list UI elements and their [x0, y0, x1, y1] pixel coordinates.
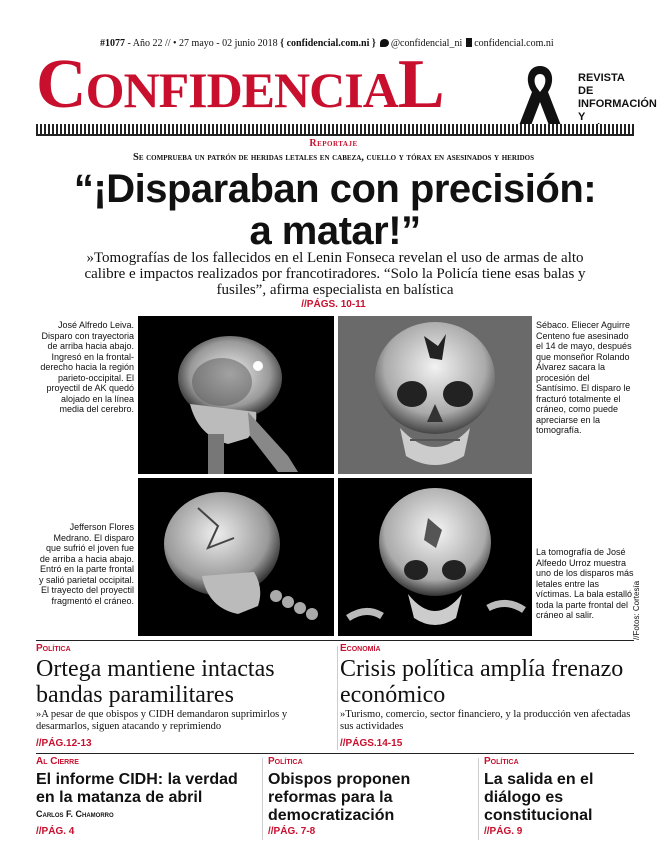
- facebook-icon: [466, 38, 472, 47]
- section-rule: [36, 753, 634, 754]
- masthead-tagline: REVISTA DE INFORMACIÓN Y: [578, 72, 657, 123]
- issue-date: - Año 22 // • 27 mayo - 02 junio 2018: [125, 38, 281, 49]
- story-right-summary: »Turismo, comercio, sector financiero, y la producción ven afectadas sus actividades: [340, 709, 631, 732]
- site-brand: { confidencial.com.ni }: [280, 38, 376, 49]
- issue-meta-bar: [100, 38, 570, 49]
- skull-fractured-icon: [338, 478, 532, 636]
- twitter-handle[interactable]: @confidencial_ni: [390, 38, 463, 49]
- story-bottom-3-headline[interactable]: La salida en el diálogo es constitucional: [484, 771, 594, 824]
- photo-caption-4: La tomografía de José Alfeedo Urroz muestra uno de los disparos más letales entre las víctimas. La bala estalló toda la parte frontal del cráneo al salir.: [536, 547, 634, 620]
- logo-first-letter: C: [36, 46, 86, 123]
- column-divider: [478, 758, 479, 840]
- photo-caption-1: José Alfredo Leiva. Disparo con trayectoria de arriba hacia abajo. Ingresó en la frontal-derecho hacia la región parieto-occipital. El proyectil de AK quedó alojado en la línea media del cerebro.: [40, 320, 134, 414]
- ct-scan-photo-3[interactable]: [138, 478, 334, 636]
- ct-scan-photo-2[interactable]: [338, 316, 532, 474]
- column-divider: [337, 646, 338, 750]
- lead-headline[interactable]: “¡Disparaban con precisión: a matar!”: [73, 167, 597, 253]
- story-left-section: Política: [36, 643, 71, 654]
- story-left-page-ref[interactable]: //PÁG.12-13: [36, 738, 92, 749]
- twitter-icon: [380, 39, 389, 47]
- story-bottom-1-page-ref[interactable]: //PÁG. 4: [36, 826, 75, 837]
- mourning-ribbon-icon: [510, 62, 570, 132]
- ct-scan-photo-4[interactable]: [338, 478, 532, 636]
- lead-deck: »Tomografías de los fallecidos en el Lenin Fonseca revelan el uso de armas de alto calibre e impactos realizados por francotiradores. “Solo la Policía tiene esas balas y fusiles”, afirma especialista en balística: [84, 250, 586, 298]
- skull-3d-icon: [138, 478, 334, 636]
- story-bottom-2-section: Política: [268, 756, 303, 767]
- section-rule: [36, 640, 634, 641]
- ct-scan-photo-1[interactable]: [138, 316, 334, 474]
- lead-kicker: Se comprueba un patrón de heridas letales en cabeza, cuello y tórax en asesinados y heridos: [132, 152, 534, 163]
- masthead-rule: [36, 134, 634, 136]
- story-right-headline[interactable]: Crisis política amplía frenazo económico: [340, 656, 624, 708]
- website-link[interactable]: confidencial.com.ni: [474, 38, 554, 49]
- masthead-logo: [36, 46, 516, 123]
- story-right-section: Economía: [340, 643, 381, 654]
- story-left-summary: »A pesar de que obispos y CIDH demandaron suprimirlos y desarmarlos, siguen atacando y reprimiendo: [36, 709, 288, 732]
- story-bottom-2-page-ref[interactable]: //PÁG. 7-8: [268, 826, 316, 837]
- story-bottom-3-section: Política: [484, 756, 519, 767]
- story-bottom-3-page-ref[interactable]: //PÁG. 9: [484, 826, 523, 837]
- logo-middle: ONFIDENCIA: [85, 62, 398, 118]
- logo-last-letter: L: [397, 46, 444, 123]
- issue-number: #1077: [100, 38, 125, 49]
- lead-page-ref[interactable]: //PÁGS. 10-11: [301, 299, 366, 310]
- story-bottom-1-section: Al Cierre: [36, 756, 79, 767]
- story-left-headline[interactable]: Ortega mantiene intactas bandas paramilitares: [36, 656, 275, 708]
- column-divider: [262, 758, 263, 840]
- masthead-stripe-divider: [36, 124, 634, 134]
- photo-caption-2: Sébaco. Eliecer Aguirre Centeno fue asesinado el 14 de mayo, después que monseñor Rolando Álvarez sacara la procesión del Santísimo. El disparo le fracturó totalmente el cráneo, como puede apreciarse en la tomografía.: [536, 320, 632, 435]
- story-bottom-2-headline[interactable]: Obispos proponen reformas para la democratización: [268, 771, 411, 824]
- lead-section-label: Reportaje: [309, 138, 358, 149]
- skull-side-icon: [138, 316, 334, 474]
- skull-front-icon: [338, 316, 532, 474]
- photo-credit: //Fotos: Cortesía: [632, 580, 641, 640]
- story-bottom-1-headline[interactable]: El informe CIDH: la verdad en la matanza de abril: [36, 771, 238, 806]
- story-right-page-ref[interactable]: //PÁGS.14-15: [340, 738, 403, 749]
- photo-caption-3: Jefferson Flores Medrano. El disparo que sufrió el joven fue de arriba a hacia abajo. Entró en la parte frontal y salió parietal occipital. El trayecto del proyectil fragmentó el cráneo.: [38, 522, 134, 606]
- story-bottom-1-byline: Carlos F. Chamorro: [36, 809, 114, 819]
